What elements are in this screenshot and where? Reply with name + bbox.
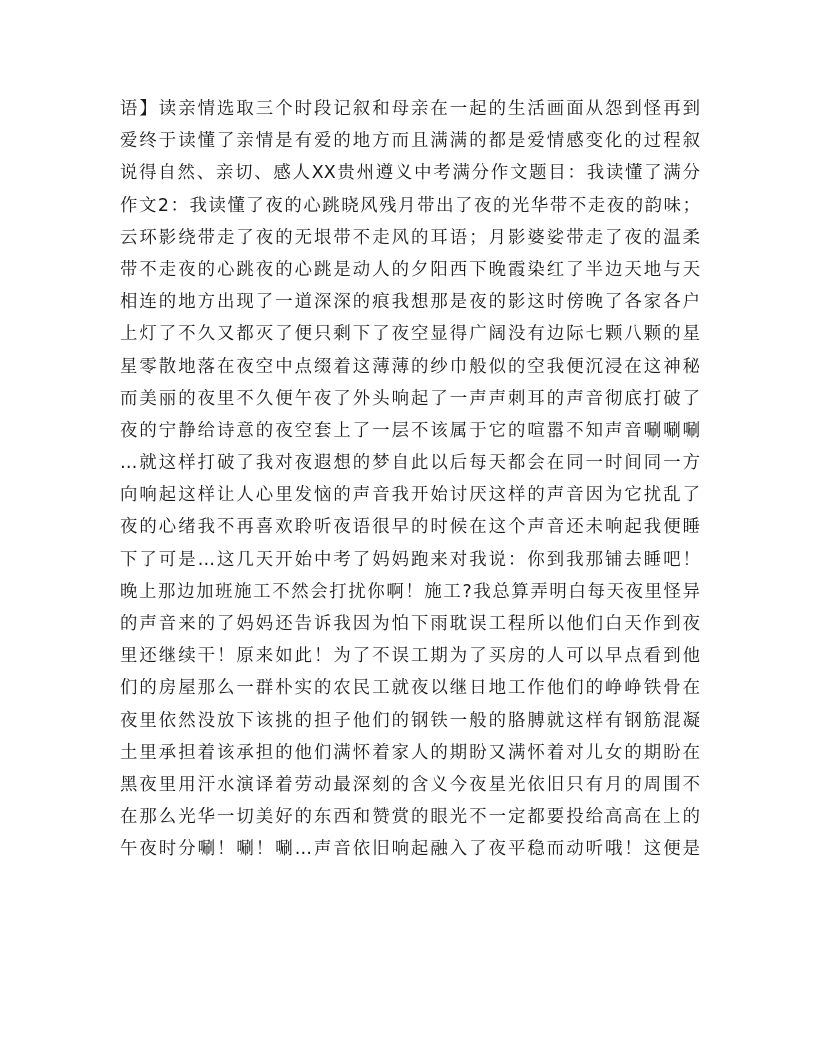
text-line: 土里承担着该承担的他们满怀着家人的期盼又满怀着对儿女的期盼在 xyxy=(120,742,700,763)
text-line: 晚上那边加班施工不然会打扰你啊！施工?我总算弄明白每天夜里怪异 xyxy=(120,581,700,602)
text-line: 爱终于读懂了亲情是有爱的地方而且满满的都是爱情感变化的过程叙 xyxy=(120,131,700,152)
text-line: 午夜时分唰！唰！唰…声音依旧响起融入了夜平稳而动听哦！这便是 xyxy=(120,839,700,860)
text-line: 们的房屋那么一群朴实的农民工就夜以继日地工作他们的峥峥铁骨在 xyxy=(120,678,700,699)
text-line: 上灯了不久又都灭了便只剩下了夜空显得广阔没有边际七颗八颗的星 xyxy=(120,324,700,345)
text-line: 夜的心绪我不再喜欢聆听夜语很早的时候在这个声音还未响起我便睡 xyxy=(120,517,700,538)
text-line: 作文2：我读懂了夜的心跳晓风残月带出了夜的光华带不走夜的韵味； xyxy=(120,195,700,216)
text-line: 下了可是…这几天开始中考了妈妈跑来对我说：你到我那铺去睡吧！ xyxy=(120,549,700,570)
text-line: 说得自然、亲切、感人XX贵州遵义中考满分作文题目：我读懂了满分 xyxy=(120,163,700,184)
text-line: 在那么光华一切美好的东西和赞赏的眼光不一定都要投给高高在上的 xyxy=(120,807,700,828)
text-line: 相连的地方出现了一道深深的痕我想那是夜的影这时傍晚了各家各户 xyxy=(120,292,700,313)
text-line: 带不走夜的心跳夜的心跳是动人的夕阳西下晚霞染红了半边天地与天 xyxy=(120,259,700,280)
text-line: 向响起这样让人心里发恼的声音我开始讨厌这样的声音因为它扰乱了 xyxy=(120,485,700,506)
text-line: 里还继续干！原来如此！为了不误工期为了买房的人可以早点看到他 xyxy=(120,646,700,667)
text-line: 的声音来的了妈妈还告诉我因为怕下雨耽误工程所以他们白天作到夜 xyxy=(120,614,700,634)
text-line: 语】读亲情选取三个时段记叙和母亲在一起的生活画面从怨到怪再到 xyxy=(120,99,700,119)
text-line: 夜的宁静给诗意的夜空套上了一层不该属于它的喧嚣不知声音唰唰唰 xyxy=(120,420,700,441)
text-line: 黑夜里用汗水演译着劳动最深刻的含义今夜星光依旧只有月的周围不 xyxy=(120,774,700,795)
text-line: 星零散地落在夜空中点缀着这薄薄的纱巾般似的空我便沉浸在这神秘 xyxy=(120,356,700,377)
essay-text-block xyxy=(120,93,700,866)
text-line: 云环影绕带走了夜的无垠带不走风的耳语；月影婆娑带走了夜的温柔 xyxy=(120,227,700,248)
text-line: 夜里依然没放下该挑的担子他们的钢铁一般的胳膊就这样有钢筋混凝 xyxy=(120,710,700,731)
text-line: …就这样打破了我对夜遐想的梦自此以后每天都会在同一时间同一方 xyxy=(120,453,700,474)
text-line: 而美丽的夜里不久便午夜了外头响起了一声声刺耳的声音彻底打破了 xyxy=(120,388,700,409)
